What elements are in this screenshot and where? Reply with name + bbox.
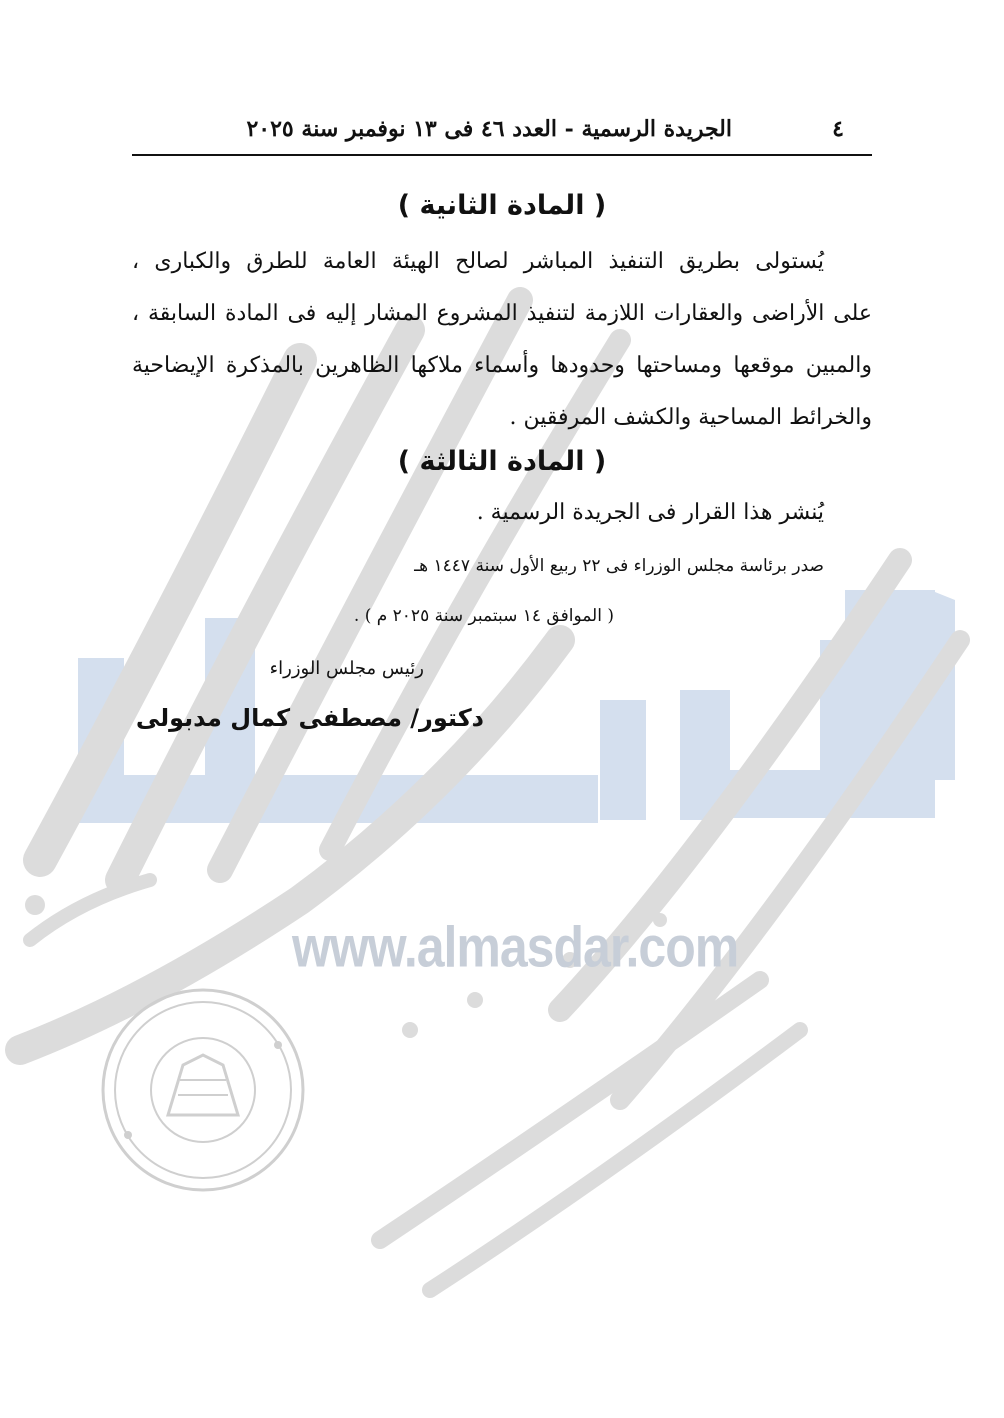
article-two-paragraph bbox=[132, 236, 872, 444]
signatory-title: رئيس مجلس الوزراء bbox=[269, 658, 424, 679]
issuance-hijri-line: صدر برئاسة مجلس الوزراء فى ٢٢ ربيع الأول سنة ١٤٤٧ هـ bbox=[414, 556, 824, 576]
page-header bbox=[132, 112, 872, 152]
watermark-website: www.almasdar.com bbox=[292, 914, 739, 980]
article-three-text: يُنشر هذا القرار فى الجريدة الرسمية . bbox=[476, 500, 824, 525]
article-three-heading: ( المادة الثالثة ) bbox=[397, 446, 607, 477]
publication-line: الجريدة الرسمية - العدد ٤٦ فى ١٣ نوفمبر سنة ٢٠٢٥ bbox=[246, 116, 732, 142]
issuance-gregorian-line: ( الموافق ١٤ سبتمبر سنة ٢٠٢٥ م ) . bbox=[353, 606, 614, 626]
header-divider bbox=[132, 154, 872, 156]
paragraph-line: والخرائط المساحية والكشف المرفقين . bbox=[509, 405, 872, 430]
signatory-name: دكتور/ مصطفى كمال مدبولى bbox=[135, 704, 484, 732]
paragraph-line: يُستولى بطريق التنفيذ المباشر لصالح الهيئة العامة للطرق والكبارى ، bbox=[132, 249, 824, 274]
page-number: ٤ bbox=[832, 116, 844, 142]
paragraph-line: على الأراضى والعقارات اللازمة لتنفيذ المشروع المشار إليه فى المادة السابقة ، bbox=[132, 301, 872, 326]
seal-stamp-icon bbox=[98, 985, 308, 1195]
article-two-heading: ( المادة الثانية ) bbox=[397, 190, 607, 221]
paragraph-line: والمبين موقعها ومساحتها وحدودها وأسماء ملاكها الظاهرين بالمذكرة الإيضاحية bbox=[132, 353, 872, 378]
